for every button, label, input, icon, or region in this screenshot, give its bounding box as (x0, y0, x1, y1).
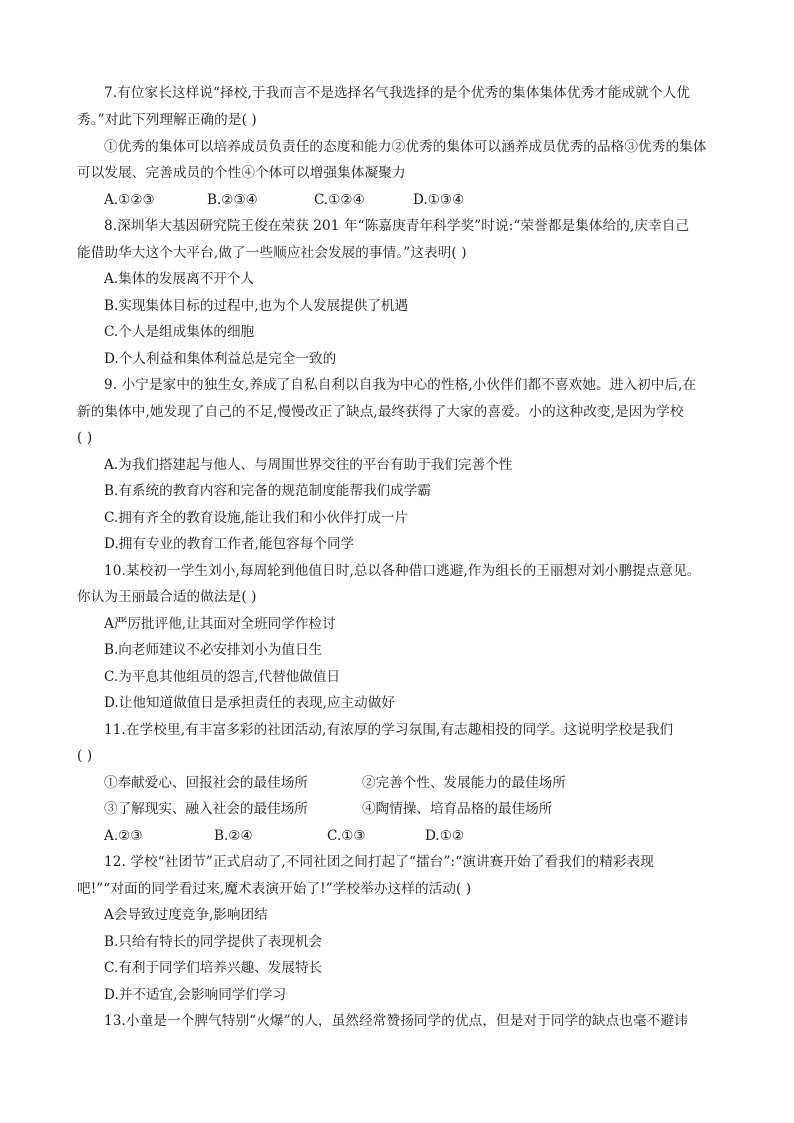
q12-option-b: B.只给有特长的同学提供了表现机会 (104, 934, 323, 950)
q11-statement-1: ①奉献爱心、回报社会的最佳场所 (104, 775, 308, 791)
q11-statement-3: ③了解现实、融入社会的最佳场所 (104, 801, 308, 817)
q8-option-b: B.实现集体目标的过程中,也为个人发展提供了机遇 (104, 298, 409, 314)
q7-option-c: C.①②④ (314, 192, 365, 208)
q9-option-d: D.拥有专业的教育工作者,能包容每个同学 (104, 536, 355, 552)
q9-stem-line1: 9. 小宁是家中的独生女,养成了自私自利以自我为中心的性格,小伙伴们都不喜欢她。进入初中后,在 (104, 377, 697, 393)
q7-stem-line1: 7.有位家长这样说“择校,于我而言不是选择名气我选择的是个优秀的集体集体优秀才能成就个人优 (104, 85, 691, 101)
q9-option-c: C.拥有齐全的教育设施,能让我们和小伙伴打成一片 (104, 510, 409, 526)
q11-statement-2: ②完善个性、发展能力的最佳场所 (362, 775, 566, 791)
q7-stem-line2: 秀。”对此下列理解正确的是( ) (77, 112, 257, 128)
q7-statements-line2: 可以发展、完善成员的个性④个体可以增强集体凝聚力 (77, 165, 406, 181)
q8-option-d: D.个人利益和集体利益总是完全一致的 (104, 351, 337, 367)
q8-option-a: A.集体的发展离不开个人 (104, 271, 255, 287)
q8-option-c: C.个人是组成集体的细胞 (104, 324, 255, 340)
q12-stem-line1: 12. 学校“社团节”正式启动了,不同社团之间打起了“擂台”:“演讲赛开始了看我们的精彩表现 (104, 854, 654, 870)
q7-option-a: A.①②③ (104, 192, 155, 208)
q8-stem-line1: 8.深圳华大基因研究院王俊在荣获 201 年“陈嘉庚青年科学奖”时说:“荣誉都是集体给的,庆幸自己 (104, 218, 690, 234)
q13-stem-line1: 13.小童是一个脾气特别“火爆”的人，虽然经常赞扬同学的优点，但是对于同学的缺点也毫不避讳 (104, 1013, 688, 1029)
q11-option-b: B.②④ (214, 828, 253, 844)
q9-option-a: A.为我们搭建起与他人、与周围世界交往的平台有助于我们完善个性 (104, 457, 513, 473)
q10-option-d: D.让他知道做值日是承担责任的表现,应主动做好 (104, 695, 395, 711)
q9-stem-line2: 新的集体中,她发现了自己的不足,慢慢改正了缺点,最终获得了大家的喜爱。小的这种改变,是因为学校 (77, 404, 684, 420)
q8-stem-line2: 能借助华大这个大平台,做了一些顺应社会发展的事情。”这表明( ) (77, 245, 467, 261)
q12-stem-line2: 吧!”“对面的同学看过来,魔术表演开始了!”学校举办这样的活动( ) (77, 881, 472, 897)
q12-option-c: C.有利于同学们培养兴趣、发展特长 (104, 960, 323, 976)
q10-stem-line2: 你认为王丽最合适的做法是( ) (77, 589, 257, 605)
q10-option-a: A严厉批评他,让其面对全班同学作检讨 (104, 616, 336, 632)
q10-option-b: B.向老师建议不必安排刘小为值日生 (104, 642, 323, 658)
q11-option-d: D.①② (425, 828, 465, 844)
q7-option-b: B.②③④ (207, 192, 258, 208)
q11-option-c: C.①③ (327, 828, 366, 844)
q9-option-b: B.有系统的教育内容和完备的规范制度能帮我们成学霸 (104, 483, 431, 499)
q7-statements-line1: ①优秀的集体可以培养成员负责任的态度和能力②优秀的集体可以涵养成员优秀的品格③优秀的集体 (104, 139, 707, 155)
q9-stem-line3: ( ) (77, 430, 93, 446)
q11-stem-line2: ( ) (77, 748, 93, 764)
q12-option-d: D.并不适宜,会影响同学们学习 (104, 987, 287, 1003)
q10-stem-line1: 10.某校初一学生刘小,每周轮到他值日时,总以各种借口逃避,作为组长的王丽想对刘小鹏提点意见。 (104, 563, 701, 579)
q11-stem-line1: 11.在学校里,有丰富多彩的社团活动,有浓厚的学习氛围,有志趣相投的同学。这说明学校是我们 (104, 722, 674, 738)
q11-statement-4: ④陶情操、培育品格的最佳场所 (362, 801, 553, 817)
q11-option-a: A.②③ (104, 828, 143, 844)
q7-option-d: D.①③④ (413, 192, 465, 208)
q12-option-a: A会导致过度竞争,影响团结 (104, 907, 268, 923)
q10-option-c: C.为平息其他组员的怨言,代替他做值日 (104, 669, 341, 685)
